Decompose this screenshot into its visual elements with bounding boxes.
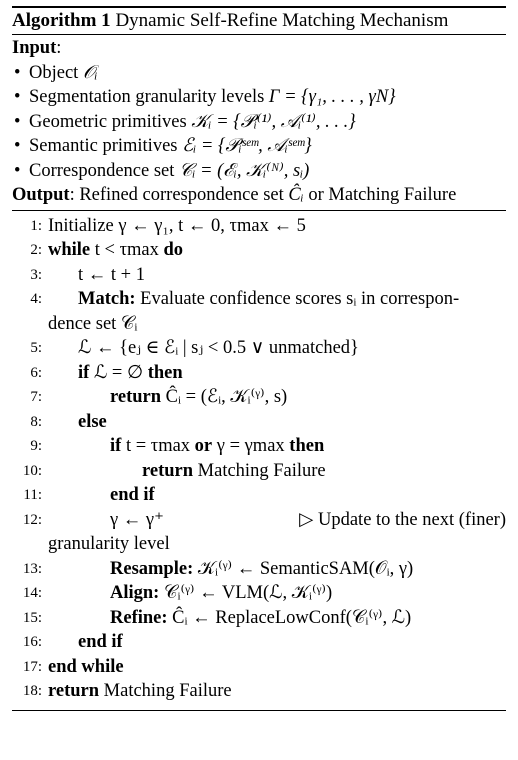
line-text: 𝒞ᵢ⁽ᵞ⁾ ← VLM(ℒ, 𝒦ᵢ⁽ᵞ⁾) bbox=[159, 583, 333, 603]
line-number: 17: bbox=[22, 658, 42, 675]
keyword: or bbox=[194, 436, 213, 456]
line-text: t ← t + 1 bbox=[78, 264, 145, 285]
keyword: return bbox=[110, 387, 162, 407]
line-code bbox=[48, 238, 506, 263]
keyword: return bbox=[142, 460, 194, 481]
input-item-text: Correspondence set bbox=[29, 160, 180, 181]
line-continuation: dence set 𝒞ᵢ bbox=[48, 313, 138, 334]
line-number: 2: bbox=[30, 242, 42, 258]
line-text: Initialize γ ← γ₁, t ← 0, τmax ← 5 bbox=[48, 215, 306, 236]
output-text-post: or Matching Failure bbox=[303, 185, 457, 205]
line-code bbox=[48, 263, 506, 288]
input-item: • Segmentation granularity levels Γ = {γ₁, . . . , γN} bbox=[14, 87, 396, 107]
line-code bbox=[48, 459, 506, 484]
algorithm-title bbox=[12, 8, 506, 34]
keyword: end while bbox=[48, 656, 124, 677]
algorithm-line bbox=[12, 385, 506, 410]
algorithm-line bbox=[12, 238, 506, 263]
line-number: 6: bbox=[30, 364, 42, 381]
keyword: if bbox=[78, 362, 90, 383]
line-code bbox=[48, 581, 506, 606]
code-lines bbox=[12, 214, 506, 704]
keyword: Align: bbox=[110, 583, 160, 603]
algorithm-line bbox=[12, 287, 506, 312]
line-number: 3: bbox=[30, 266, 42, 283]
line-number: 15: bbox=[22, 609, 42, 626]
line-code bbox=[48, 606, 506, 631]
algorithm-line bbox=[12, 630, 506, 655]
input-item: • Object 𝒪ᵢ bbox=[14, 62, 98, 83]
line-text: Ĉᵢ = (ℰᵢ, 𝒦ᵢ⁽ᵞ⁾, s) bbox=[161, 387, 288, 407]
line-text: γ = γmax bbox=[212, 436, 290, 456]
line-continuation: granularity level bbox=[48, 534, 170, 554]
line-number: 14: bbox=[22, 585, 42, 601]
algorithm-line bbox=[12, 606, 506, 631]
line-code bbox=[48, 385, 506, 410]
output-section bbox=[12, 183, 506, 208]
line-number: 13: bbox=[22, 560, 42, 577]
line-code bbox=[48, 336, 506, 361]
input-item-math: 𝒞ᵢ = (ℰᵢ, 𝒦ᵢ⁽ᴺ⁾, sᵢ) bbox=[179, 160, 310, 181]
algorithm-line bbox=[12, 508, 506, 533]
algorithm-line bbox=[12, 336, 506, 361]
algorithm-line bbox=[12, 483, 506, 508]
algorithm-box bbox=[12, 6, 506, 711]
algorithm-line bbox=[12, 410, 506, 435]
algorithm-line bbox=[12, 679, 506, 704]
line-code bbox=[48, 410, 506, 435]
line-code bbox=[48, 557, 506, 582]
line-code bbox=[48, 655, 506, 680]
keyword: Resample: bbox=[110, 558, 194, 579]
line-number: 12: bbox=[22, 511, 42, 528]
header-rule bbox=[12, 210, 506, 211]
line-code bbox=[48, 434, 506, 459]
line-number: 4: bbox=[30, 291, 42, 307]
keyword: then bbox=[147, 362, 183, 383]
algorithm-line bbox=[12, 434, 506, 459]
input-item-text: Segmentation granularity levels bbox=[29, 87, 269, 107]
input-item: • Semantic primitives ℰᵢ = {𝒫ᵢˢᵉᵐ, 𝒜ᵢˢᵉᵐ} bbox=[14, 136, 312, 156]
algorithm-line bbox=[12, 557, 506, 582]
input-section bbox=[12, 36, 506, 208]
line-number: 10: bbox=[22, 462, 42, 479]
line-number: 5: bbox=[30, 340, 42, 356]
line-text: ℒ = ∅ bbox=[89, 362, 148, 383]
title-rule bbox=[12, 34, 506, 35]
keyword: Refine: bbox=[110, 607, 168, 628]
input-item-math: ℰᵢ = {𝒫ᵢˢᵉᵐ, 𝒜ᵢˢᵉᵐ} bbox=[182, 136, 312, 156]
line-text: Ĉᵢ ← ReplaceLowConf(𝒞ᵢ⁽ᵞ⁾, ℒ) bbox=[167, 607, 412, 628]
line-text: Evaluate confidence scores sᵢ in correspon- bbox=[135, 289, 460, 309]
algorithm-line bbox=[12, 263, 506, 288]
line-number: 18: bbox=[22, 683, 42, 699]
line-text: Matching Failure bbox=[193, 460, 326, 481]
input-item-text: Geometric primitives bbox=[29, 111, 192, 132]
keyword: if bbox=[110, 436, 122, 456]
input-item-math: 𝒪ᵢ bbox=[82, 62, 98, 83]
input-item-text: Object bbox=[29, 62, 83, 83]
keyword: end if bbox=[110, 485, 155, 505]
input-item-math: Γ = {γ₁, . . . , γN} bbox=[268, 87, 396, 107]
algorithm-line bbox=[12, 361, 506, 386]
keyword: else bbox=[78, 411, 107, 432]
algorithm-line bbox=[12, 655, 506, 680]
keyword: then bbox=[289, 436, 325, 456]
input-colon: : bbox=[56, 38, 62, 58]
line-number: 7: bbox=[30, 389, 42, 405]
algorithm-name: Dynamic Self-Refine Matching Mechanism bbox=[115, 10, 449, 31]
input-item-text: Semantic primitives bbox=[29, 136, 183, 156]
algorithm-line bbox=[12, 581, 506, 606]
output-label: Output bbox=[12, 185, 70, 205]
keyword: while bbox=[48, 240, 91, 260]
line-code bbox=[48, 630, 506, 655]
algorithm-number: Algorithm 1 bbox=[12, 10, 111, 31]
line-code bbox=[48, 214, 506, 239]
algorithm-line bbox=[12, 459, 506, 484]
line-comment: ▷ Update to the next (finer) bbox=[299, 509, 506, 530]
input-label: Input bbox=[12, 38, 57, 58]
line-code bbox=[48, 287, 506, 312]
line-text: γ ← γ⁺ bbox=[110, 509, 164, 530]
input-item: • Correspondence set 𝒞ᵢ = (ℰᵢ, 𝒦ᵢ⁽ᴺ⁾, sᵢ) bbox=[14, 160, 310, 181]
keyword: return bbox=[48, 681, 100, 701]
algorithm-line bbox=[12, 214, 506, 239]
line-number: 8: bbox=[30, 413, 42, 430]
line-text: t = τmax bbox=[121, 436, 195, 456]
input-item-math: 𝒦ᵢ = {𝒫ᵢ⁽¹⁾, 𝒜ᵢ⁽¹⁾, . . .} bbox=[191, 111, 356, 132]
line-number: 1: bbox=[30, 217, 42, 234]
line-text: ℒ ← {eⱼ ∈ ℰᵢ | sⱼ < 0.5 ∨ unmatched} bbox=[78, 338, 359, 358]
line-number: 9: bbox=[30, 438, 42, 454]
output-math: Ĉᵢ bbox=[288, 185, 304, 205]
bottom-rule bbox=[12, 710, 506, 711]
line-number: 11: bbox=[23, 487, 42, 503]
line-code bbox=[48, 679, 506, 704]
keyword: end if bbox=[78, 632, 123, 652]
line-text: 𝒦ᵢ⁽ᵞ⁾ ← SemanticSAM(𝒪ᵢ, γ) bbox=[193, 558, 414, 579]
line-number: 16: bbox=[22, 634, 42, 650]
line-text: t < τmax bbox=[90, 240, 164, 260]
output-text: : Refined correspondence set bbox=[69, 185, 289, 205]
keyword: Match: bbox=[78, 289, 136, 309]
keyword: do bbox=[163, 240, 184, 260]
input-item: • Geometric primitives 𝒦ᵢ = {𝒫ᵢ⁽¹⁾, 𝒜ᵢ⁽¹⁾, . . .} bbox=[14, 111, 356, 132]
line-text: Matching Failure bbox=[99, 681, 232, 701]
line-code bbox=[48, 361, 506, 386]
line-code bbox=[48, 483, 506, 508]
